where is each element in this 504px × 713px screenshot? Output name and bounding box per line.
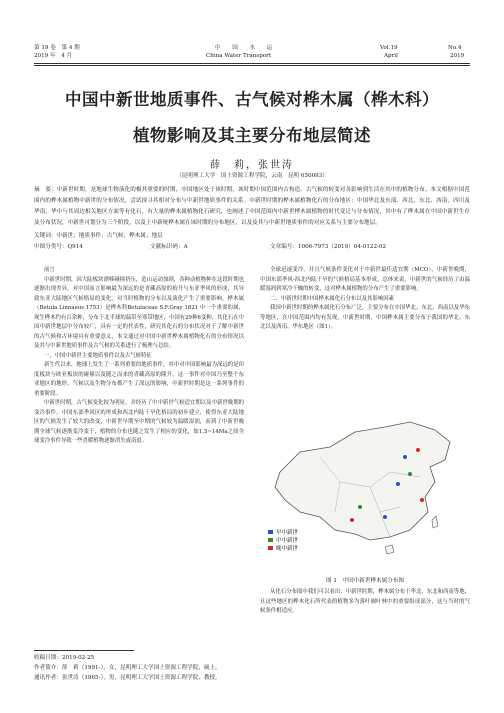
header-date: 2019 年 4 月 <box>34 53 73 59</box>
body-paragraph: 从化石分布图中我们可以看出：中新世时期，桦木属分布于华北、东北和西南等地，且这些地区的桦木化石所代表的植物多为落叶阔叶林中的重要组成部分，这与当时的气候条件相适应。 <box>260 589 470 614</box>
header-rule <box>34 63 470 64</box>
body-paragraph: 全球迅速变冷，并且气候条件变化对于中新世最佳适宜期（MCO），中新世晚期，中国东部季风-西北内陆干旱的气候格局基本形成。总体来说，中新世的气候经历了由温暖湿润到寒冷干燥的转变，这对桦木属植物的分布产生了重要影响。 <box>260 267 470 292</box>
footnote-author-1: 作者简介：薛 莉（1991-），女，昆明理工大学国土资源工程学院，硕士。 <box>34 665 221 671</box>
body-paragraph: 我国中新世时期的桦木属化石分布广泛，主要分布在中国华北、东北、西南以及华东等地区，在中国范围内均有发现，中新世时期，中国桦木属主要分布于我国的华北、东北以及西南、华东地区（图1）。 <box>260 305 470 330</box>
body-right-column <box>260 266 470 408</box>
footnote-rule <box>34 650 134 651</box>
site-marker-late <box>350 518 354 522</box>
body-left-column <box>34 266 244 646</box>
site-marker-early <box>403 455 407 459</box>
header-volume: 第 19 卷 第 4 期 <box>34 45 80 51</box>
china-distribution-map <box>260 412 470 562</box>
paper-affiliation: （昆明理工大学 国土资源工程学院，云南 昆明 650093） <box>176 173 328 179</box>
site-marker-middle <box>358 505 362 509</box>
legend-swatch-middle <box>268 538 273 542</box>
header-month-en: April <box>384 53 398 59</box>
body-paragraph: 中新世时期，因大陆板块漂移碰撞挤压，造山运动加剧，各种动植物种在这段时期也逐渐出现差异，对中国而言影响最为深远的是青藏高原的抬升与东亚季风的形成，其导致东亚大陆地区气候格局的变化，对当时植物的分布以及演化产生了重要影响。桦木属（Betula Linnaeus 1753）是桦木科Betulaceae S.F.Gray 1821 中一个重要的属，现生桦木约有百余种，分布于北半球的温带至寒带地区，中国有29种6变种，其化石在中国中新世地层中分布较广，具有一定的代表性，研究其化石的分布状况对于了解中新世的古气候和古环境具有重要意义，本文通过对中国中新世桦木属植物化石的分布情况以及其与中新世地质事件及古气候的关系进行了梳理与总结。 <box>34 276 244 349</box>
figure-caption: 图 1 中国中新世桦木属分布图 <box>325 578 405 584</box>
section-heading-1: 一、中国中新世主要地质事件以及古气候特征 <box>44 352 152 359</box>
paper-abstract: 摘 要：中新世时期，是地球生物演化的极其重要的时期，中国地区处于该时期，该时期中国范围内古构造、古气候的转变对各影响到生活在其中的植物分布。本文根据中国范围内的桦木属植物中新世的分布情况，尝试探寻其相对分布与中新世地质事件的关系。中新世时期的桦木属植物化石的分布地区：中国华北及东部、西北、东北、西南，四川及华南，华中与其周边相关地区方面等有化石，有大量的桦木属植物化石研究，也阐述了中国范围内中新世桦木属植物的时代变迁与分布情况，其中有了桦木属在中国中新世生存及分布状况，中新世可划分为三个阶段，以及上中新统桦木属在该时期的分布地区，以及及其与中新世地质事件的对应关系与主要分布地层。 <box>34 187 470 226</box>
legend-swatch-late <box>268 546 273 550</box>
paper-title-line-2: 植物影响及其主要分布地层简述 <box>133 126 371 145</box>
figure-discussion <box>260 588 470 644</box>
header-year-en: 2019 <box>450 53 465 59</box>
header-rule-2 <box>34 65 470 66</box>
meta-clc: 中图分类号：Q914 <box>34 244 83 250</box>
legend-label-middle: 中中新世 <box>276 538 299 544</box>
body-paragraph: 中新世时期，古气候变化较为明显，并经历了中中新世气候适宜期以及中新世晚期的变冷事件，中国东部季风区的形成和西北内陆干旱化格局的初步建立，使得东亚大陆地区的气候发生了较大的改变，中新世早期至中期的气候较为温暖湿润，而到了中新世晚期全球气候逐渐变冷变干，植物的分布也随之发生了相应的变化，如1.5~14Ma之间全球变冷事件导致一些喜暖植物逐渐消失或南退。 <box>34 400 244 444</box>
site-marker-late <box>416 448 420 452</box>
legend-label-early: 早中新世 <box>276 530 299 536</box>
site-marker-middle <box>408 472 412 476</box>
taiwan-island <box>432 516 438 528</box>
paper-keywords: 关键词：中新世；地质事件；古气候；桦木属；地层 <box>34 233 163 239</box>
header-vol-en: Vol.19 <box>380 45 398 51</box>
body-paragraph: 新生代以来，地球上发生了一系列重要的地质事件，其中对中国影响最为深远的是印度板块与欧亚板块的碰撞以及随之而来的青藏高原的隆升，这一事件对中国乃至整个东亚地区的地形、气候以及生物分布都产生了深远的影响，中新世时期是这一系列事件的重要阶段。 <box>34 362 244 397</box>
site-marker-early <box>396 482 400 486</box>
meta-article-no: 文章编号：1006-7973（2019）04-0122-02 <box>270 244 387 250</box>
paper-authors: 薛 莉，张世涛 <box>210 160 294 171</box>
site-marker-late <box>420 498 424 502</box>
header-journal-cn: 中 国 水 运 <box>215 45 276 51</box>
paper-title-line-1: 中国中新世地质事件、古气候对桦木属（桦木科） <box>65 90 439 109</box>
legend-label-late: 晚中新世 <box>276 546 299 552</box>
footnote-author-2: 通讯作者：张世涛（1965-），男，昆明理工大学国土资源工程学院，教授。 <box>34 675 221 681</box>
hainan-island <box>385 545 394 554</box>
site-marker-early <box>383 515 387 519</box>
header-no-en: No.4 <box>448 45 462 51</box>
map-legend <box>268 528 299 552</box>
china-outline <box>275 422 450 540</box>
legend-swatch-early <box>268 530 273 534</box>
footnote-received: 收稿日期：2019-02-25 <box>34 655 95 661</box>
section-heading-preface: 前言 <box>44 267 55 273</box>
meta-doc-code: 文献标识码：A <box>150 244 188 250</box>
section-heading-2: 二、中新世时期中国桦木属化石分布以及其影响因素 <box>270 295 394 302</box>
header-journal-en: China Water Transport <box>206 53 272 59</box>
